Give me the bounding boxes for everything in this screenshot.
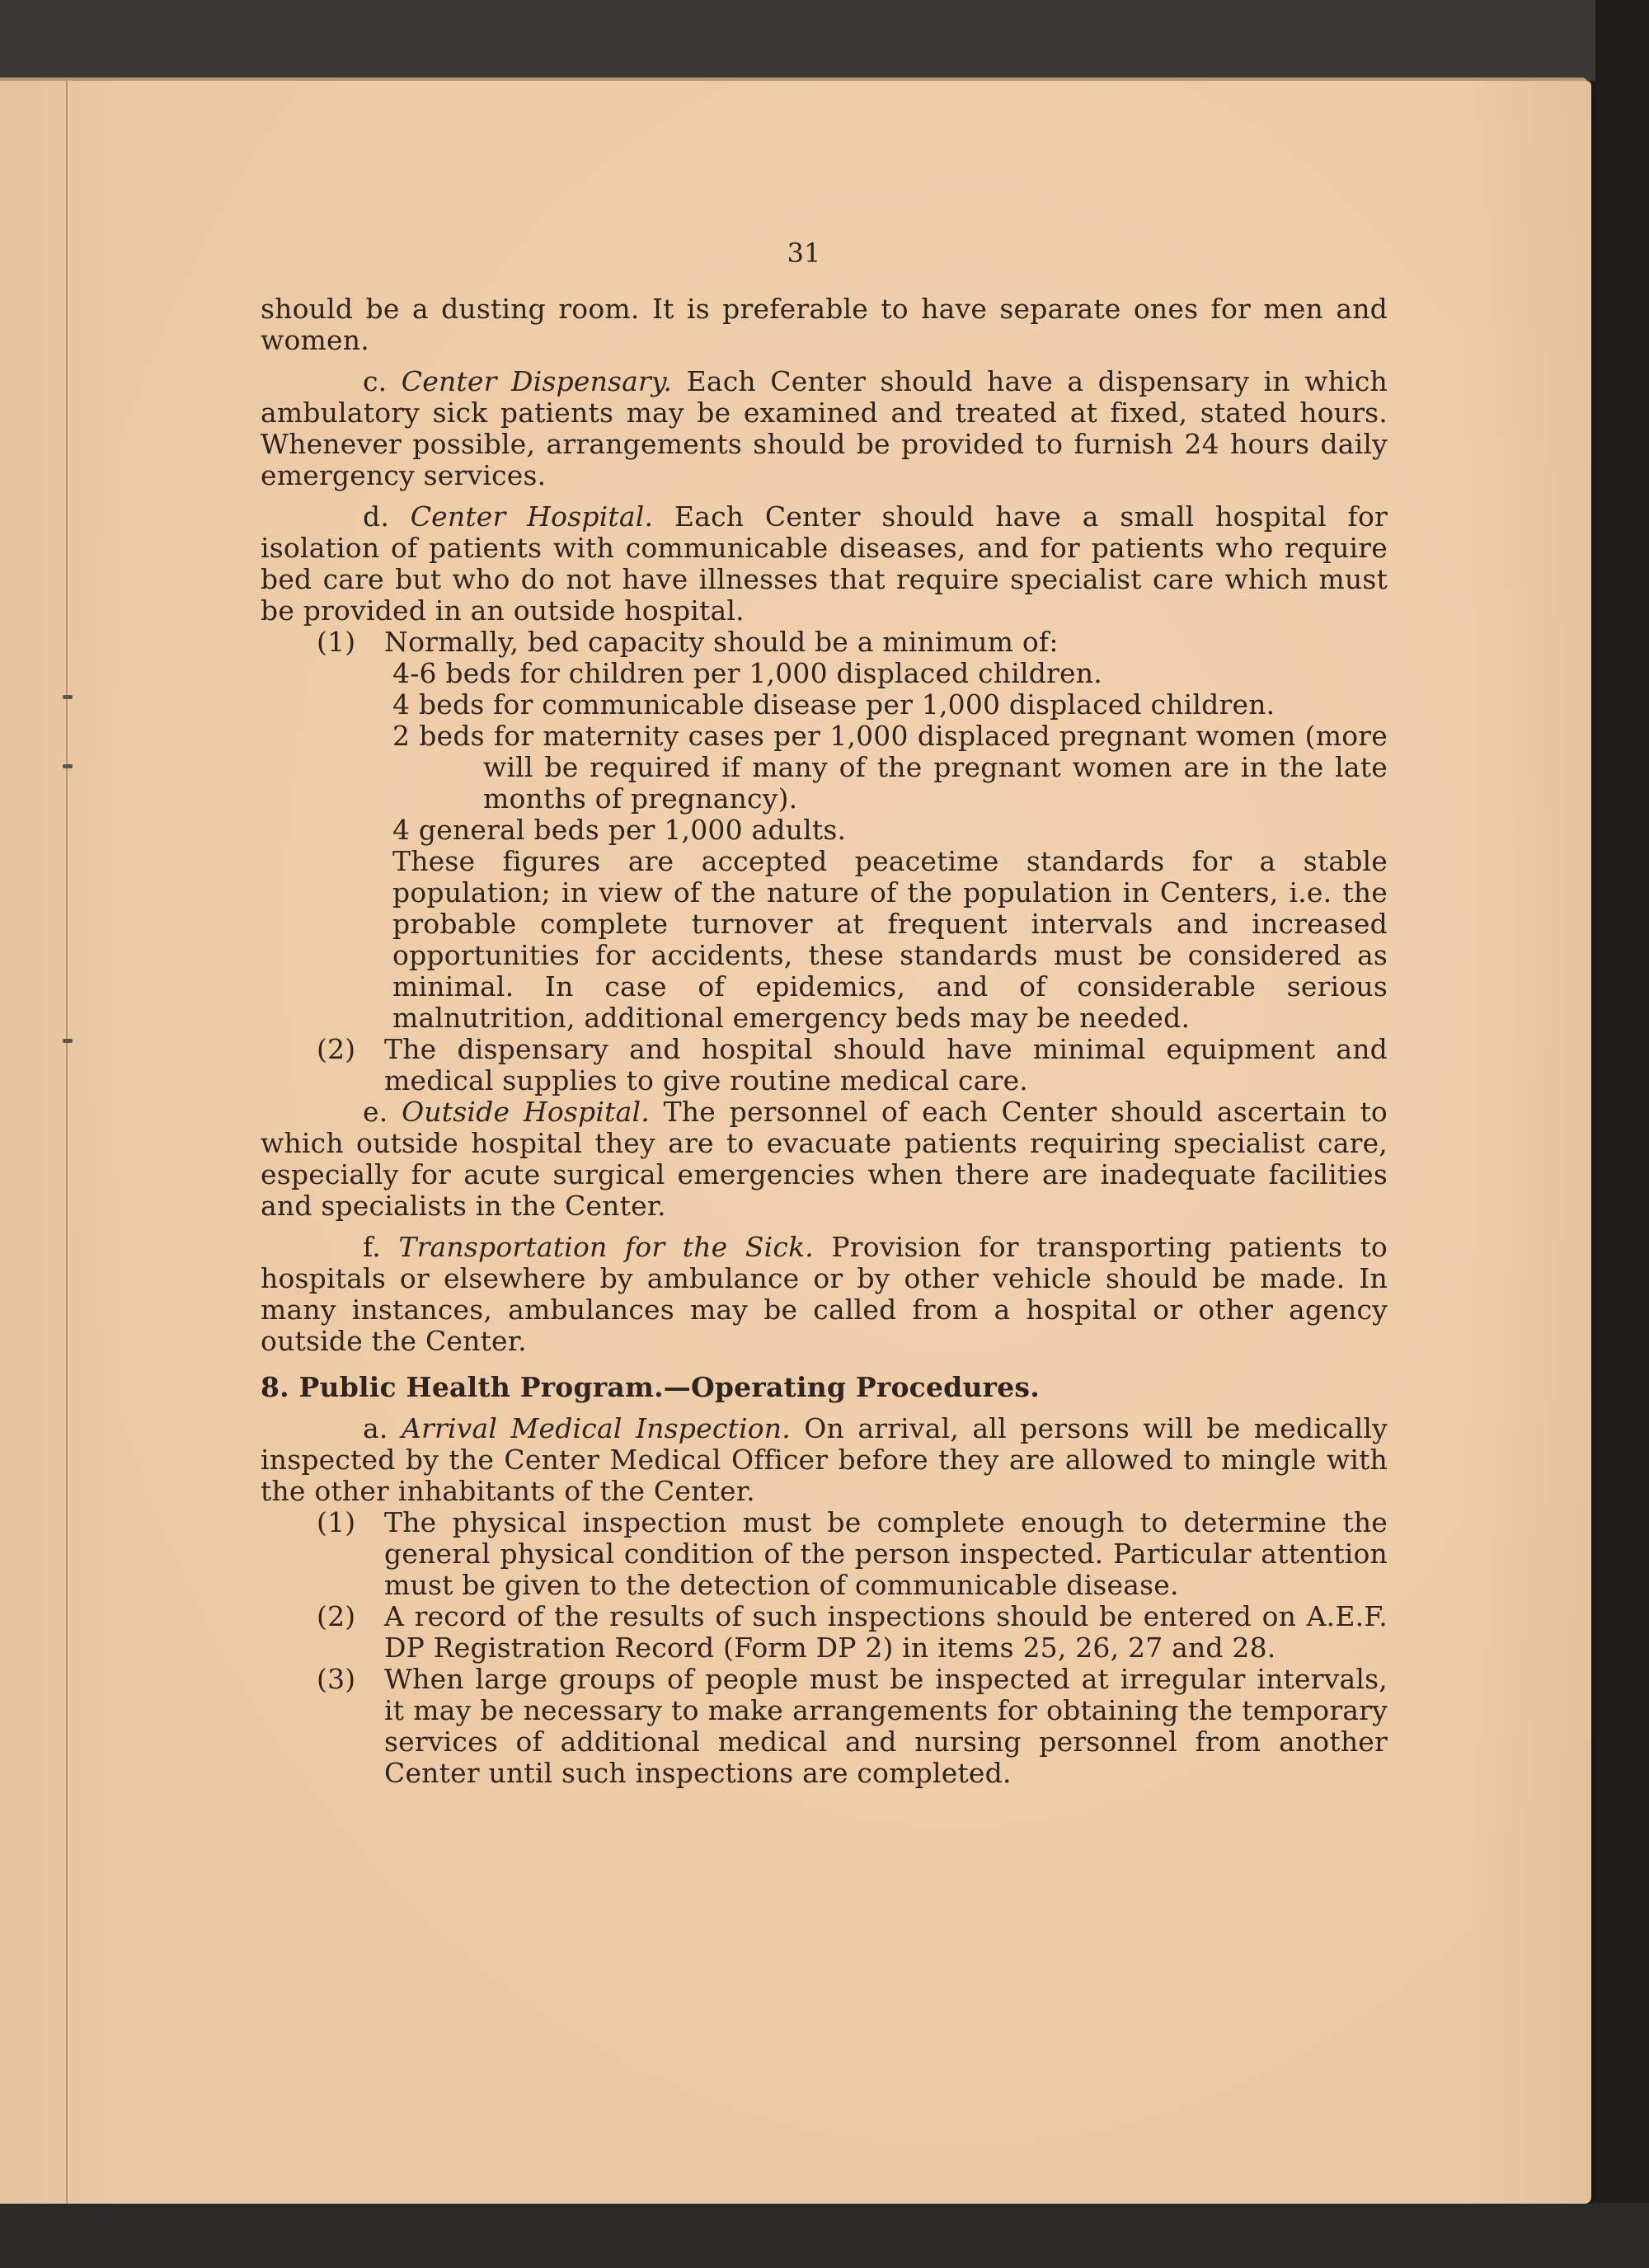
staple-mark xyxy=(63,695,73,699)
bed-standard: 4 beds for communicable disease per 1,000 displaced children. xyxy=(392,688,1276,721)
scan-backdrop-right xyxy=(1595,0,1649,2268)
section-8a-item-3 xyxy=(261,1664,1388,1789)
item-text: When large groups of people must be inspected at irregular intervals, it may be necessary to make arrangements for obtaining the temporary services of additional medical and nursing personnel from another Center until such inspections are completed. xyxy=(384,1663,1388,1789)
section-f-title: Transportation for the Sick. xyxy=(398,1231,814,1263)
section-8a-text: On arrival, all persons will be medically inspected by the Center Medical Officer before they are allowed to mingle with the other inhabitants of the Center. xyxy=(261,1412,1388,1507)
section-d-label: d. xyxy=(363,500,390,533)
section-e-text: The personnel of each Center should ascertain to which outside hospital they are to evacuate patients requiring specialist care, especially for acute surgical emergencies when there are inadequate facilities and specialists in the Center. xyxy=(261,1096,1388,1222)
item-text: A record of the results of such inspections should be entered on A.E.F. DP Registration Record (Form DP 2) in items 25, 26, 27 and 28. xyxy=(384,1600,1388,1664)
staple-mark xyxy=(63,1039,73,1043)
section-d-text: Each Center should have a small hospital for isolation of patients with communicable diseases, and for patients who require bed care but who do not have illnesses that require specialist care which must be provided in an outside hospital. xyxy=(261,500,1388,627)
standards-note: These figures are accepted peacetime standards for a stable population; in view of the nature of the population in Centers, i.e. the probable complete turnover at frequent intervals and increased opportunities for accidents, these standards must be considered as minimal. In case of epidemics, and of considerable serious malnutrition, additional emergency beds may be needed. xyxy=(392,845,1388,1034)
section-8-heading: 8. Public Health Program.—Operating Procedures. xyxy=(261,1371,1040,1403)
bed-standard: 2 beds for maternity cases per 1,000 displaced pregnant women (more will be required if many of the pregnant women are in the late months of pregnancy). xyxy=(392,720,1388,815)
binding-fold-line xyxy=(66,81,68,2204)
item-number: (2) xyxy=(317,1600,356,1632)
scan-backdrop-bottom xyxy=(0,2203,1649,2268)
item-number: (3) xyxy=(317,1663,356,1695)
section-e-paragraph xyxy=(261,1096,1388,1222)
bed-standard: 4-6 beds for children per 1,000 displaced children. xyxy=(392,657,1102,689)
section-8a-paragraph xyxy=(261,1413,1388,1507)
scan-backdrop-top xyxy=(0,0,1649,81)
section-d-item-1 xyxy=(261,627,1388,658)
section-c-text: Each Center should have a dispensary in which ambulatory sick patients may be examined and treated at fixed, stated hours. Whenever possible, arrangements should be provided to furnish 24 hours daily emergency services. xyxy=(261,365,1388,491)
bed-standard: 4 general beds per 1,000 adults. xyxy=(392,814,847,846)
section-d-paragraph xyxy=(261,501,1388,627)
section-e-title: Outside Hospital. xyxy=(402,1096,650,1128)
intro-paragraph: should be a dusting room. It is preferable to have separate ones for men and women. xyxy=(261,293,1388,356)
item-number: (1) xyxy=(317,1506,356,1538)
section-8a-item-1 xyxy=(261,1507,1388,1601)
section-d-title: Center Hospital. xyxy=(410,500,654,533)
item-text: Normally, bed capacity should be a minimum of: xyxy=(384,626,1059,658)
section-8a-item-2 xyxy=(261,1601,1388,1664)
section-e-label: e. xyxy=(363,1096,388,1128)
page-number: 31 xyxy=(787,237,821,269)
section-8a-label: a. xyxy=(363,1412,388,1444)
section-f-paragraph xyxy=(261,1232,1388,1357)
page-body xyxy=(261,293,1388,1789)
section-f-text: Provision for transporting patients to hospitals or elsewhere by ambulance or by other vehicle should be made. In many instances, ambulances may be called from a hospital or other agency outside the Center. xyxy=(261,1231,1388,1357)
section-d-item-2 xyxy=(261,1034,1388,1096)
section-f-label: f. xyxy=(363,1231,381,1263)
item-number: (2) xyxy=(317,1033,356,1065)
section-c-paragraph xyxy=(261,366,1388,491)
section-8a-title: Arrival Medical Inspection. xyxy=(401,1412,791,1444)
staple-mark xyxy=(63,764,73,768)
item-text: The physical inspection must be complete enough to determine the general physical condition of the person inspected. Particular attention must be given to the detection of communicable disease. xyxy=(384,1506,1388,1601)
section-c-label: c. xyxy=(363,365,388,397)
item-text: The dispensary and hospital should have minimal equipment and medical supplies to give routine medical care. xyxy=(384,1033,1388,1096)
item-number: (1) xyxy=(317,626,356,658)
section-c-title: Center Dispensary. xyxy=(401,365,673,397)
